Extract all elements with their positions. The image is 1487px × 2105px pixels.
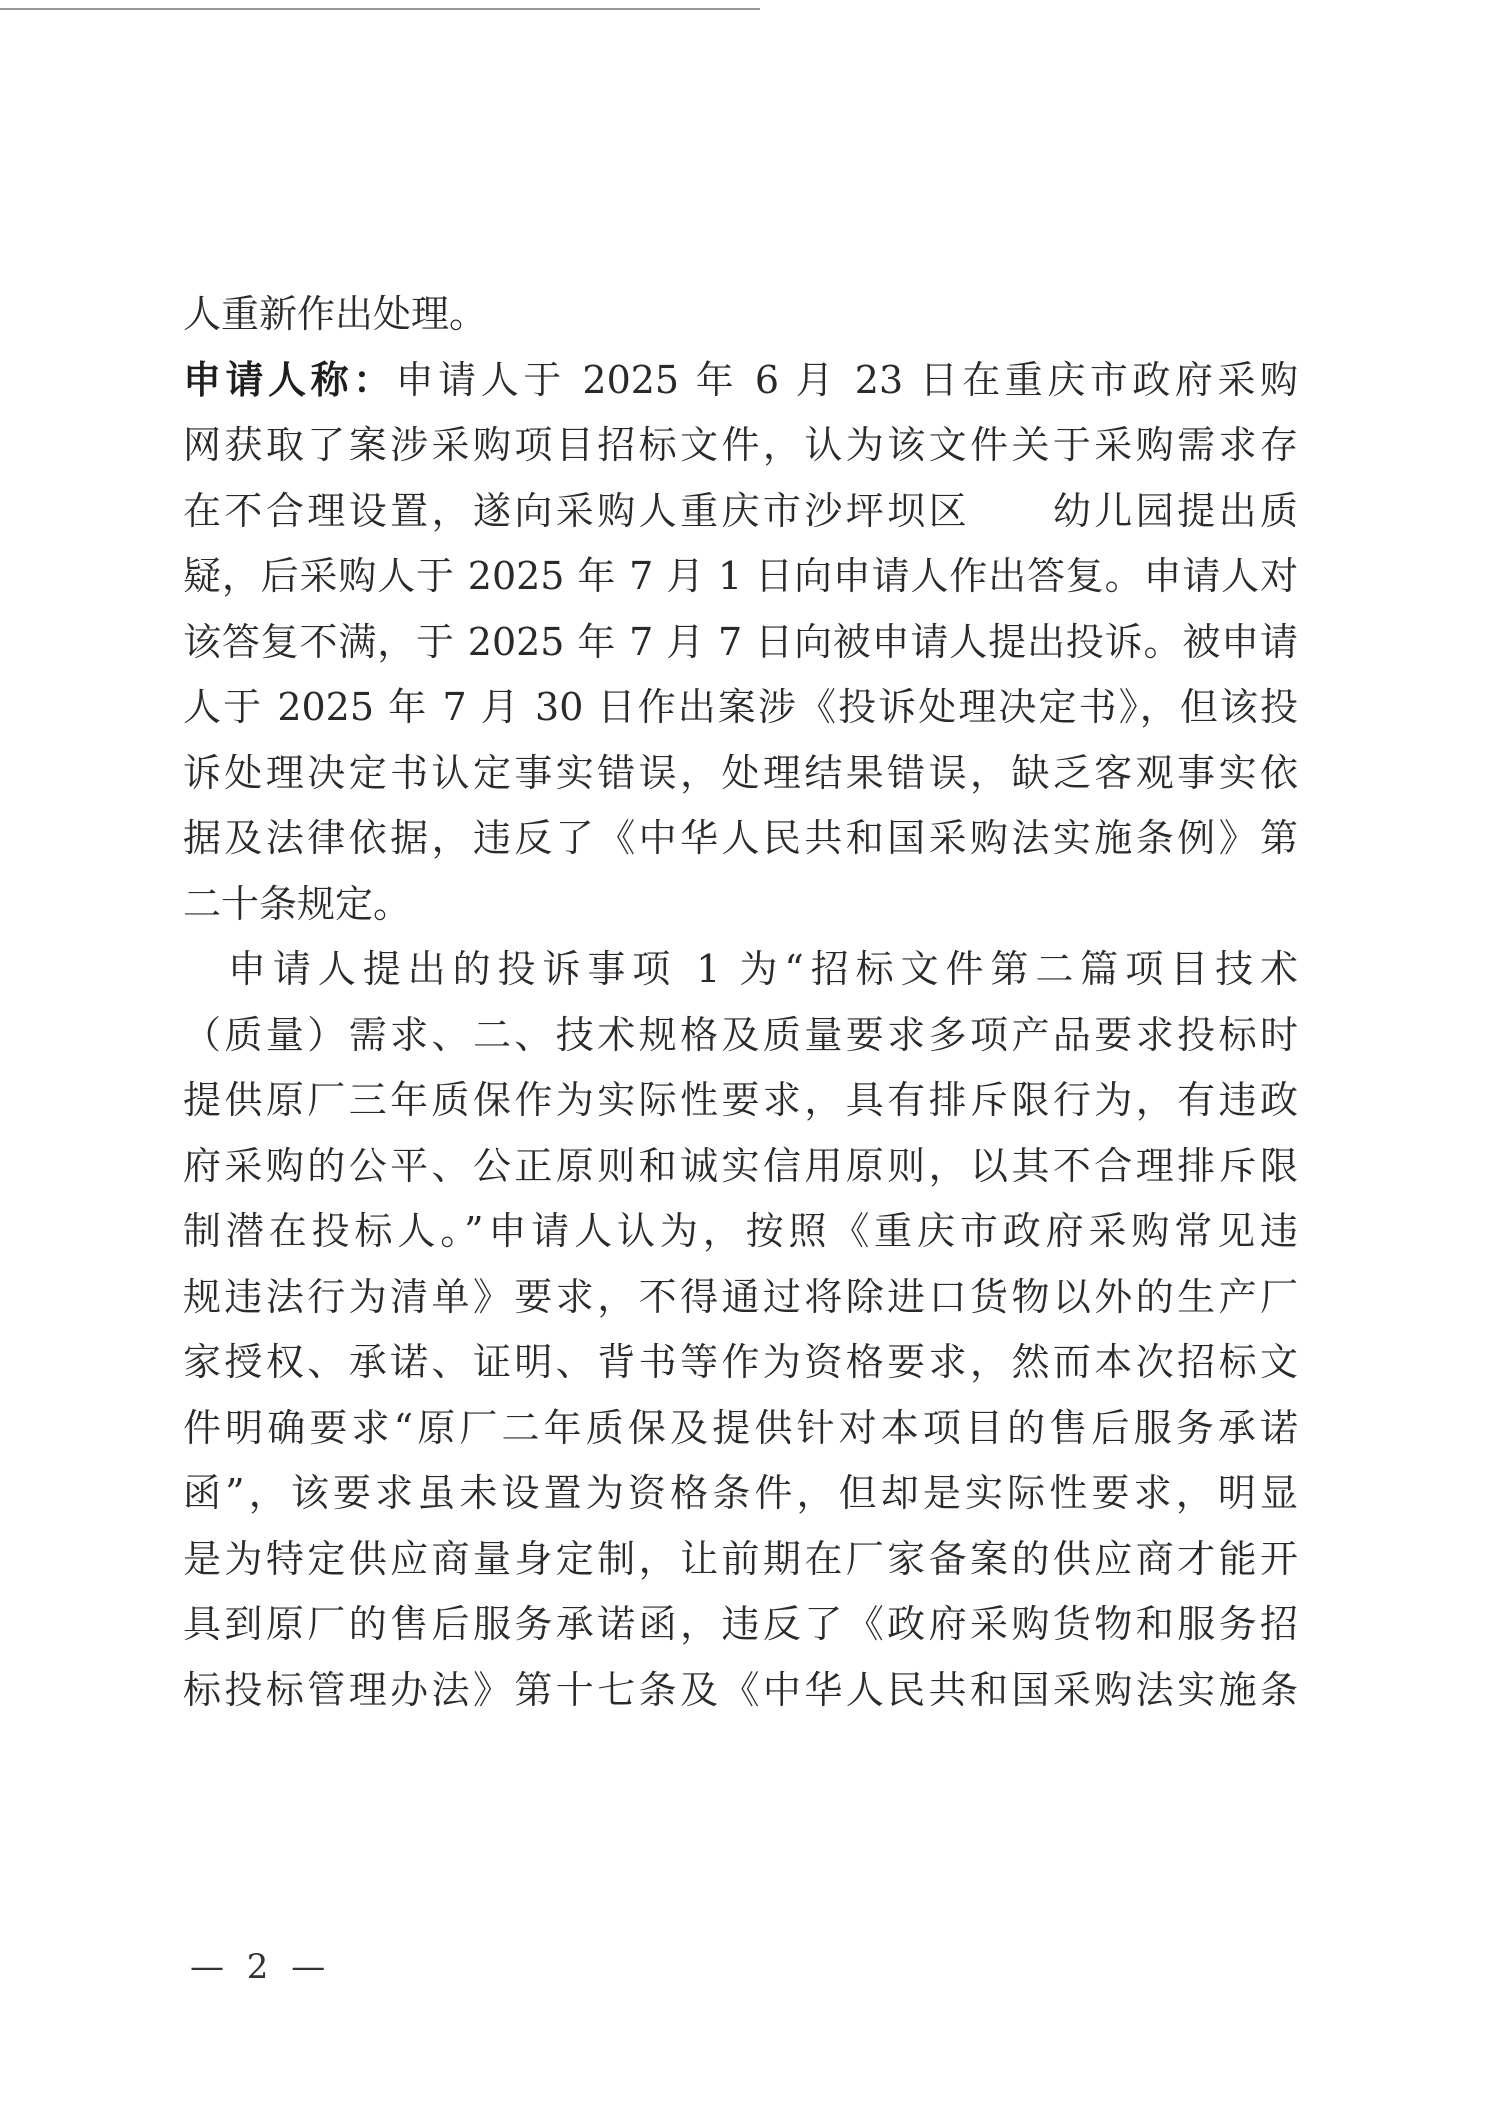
body-line-11: 申请人提出的投诉事项 1 为“招标文件第二篇项目技术 [183, 947, 1298, 991]
applicant-claims-label: 申请人称： [183, 357, 396, 402]
body-line-16: 规违法行为清单》要求，不得通过将除进口货物以外的生产厂 [183, 1274, 1298, 1319]
body-line-13: 提供原厂三年质保作为实际性要求，具有排斥限行为，有违政 [183, 1078, 1298, 1122]
body-line-8: 诉处理决定书认定事实错误，处理结果错误，缺乏客观事实依 [183, 750, 1298, 795]
body-line-14: 府采购的公平、公正原则和诚实信用原则，以其不合理排斥限 [183, 1143, 1298, 1188]
body-line-3: 网获取了案涉采购项目招标文件，认为该文件关于采购需求存 [183, 423, 1298, 467]
scan-edge-line [0, 8, 760, 10]
body-line-21: 具到原厂的售后服务承诺函，违反了《政府采购货物和服务招 [183, 1602, 1298, 1646]
body-line-12: （质量）需求、二、技术规格及质量要求多项产品要求投标时 [183, 1012, 1298, 1057]
body-line-9: 据及法律依据，违反了《中华人民共和国采购法实施条例》第 [183, 816, 1298, 860]
body-line-10: 二十条规定。 [183, 881, 412, 926]
page-number: — 2 — [190, 1947, 332, 1987]
body-line-19: 函”，该要求虽未设置为资格条件，但却是实际性要求，明显 [183, 1471, 1298, 1515]
document-body [183, 282, 1298, 1723]
body-line-7: 人于 2025 年 7 月 30 日作出案涉《投诉处理决定书》，但该投 [183, 685, 1298, 729]
body-line-18: 件明确要求“原厂二年质保及提供针对本项目的售后服务承诺 [183, 1405, 1298, 1450]
body-line-17: 家授权、承诺、证明、背书等作为资格要求，然而本次招标文 [183, 1340, 1298, 1384]
body-line-2: 申请人称：申请人于 2025 年 6 月 23 日在重庆市政府采购 [183, 357, 1298, 402]
body-line-6: 该答复不满，于 2025 年 7 月 7 日向被申请人提出投诉。被申请 [183, 619, 1298, 664]
body-line-20: 是为特定供应商量身定制，让前期在厂家备案的供应商才能开 [183, 1536, 1298, 1581]
body-line-5: 疑，后采购人于 2025 年 7 月 1 日向申请人作出答复。申请人对 [183, 554, 1298, 598]
body-line-22: 标投标管理办法》第十七条及《中华人民共和国采购法实施条 [183, 1667, 1298, 1712]
body-line-4: 在不合理设置，遂向采购人重庆市沙坪坝区 幼儿园提出质 [183, 488, 1298, 533]
body-line-1: 人重新作出处理。 [183, 292, 488, 336]
body-line-15: 制潜在投标人。”申请人认为，按照《重庆市政府采购常见违 [183, 1209, 1298, 1253]
